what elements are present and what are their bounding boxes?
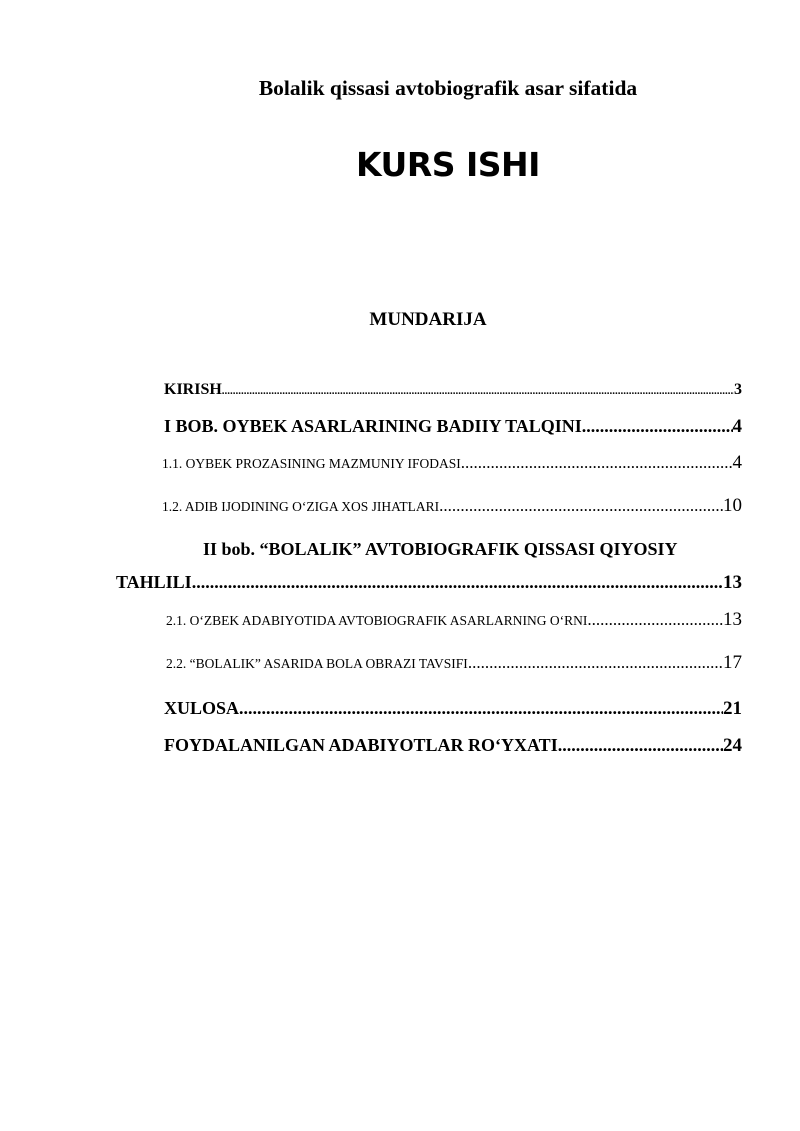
toc-entry-chapter-2-line1: II bob. “BOLALIK” AVTOBIOGRAFIK QISSASI QIYOSIY xyxy=(203,539,678,559)
toc-entry-label: 1.2. ADIB IJODINING O‘ZIGA XOS JIHATLARI xyxy=(162,499,440,514)
toc-entry-label: XULOSA xyxy=(164,698,240,718)
toc-entry-label: 2.2. “BOLALIK” ASARIDA BOLA OBRAZI TAVSIFI xyxy=(166,656,468,671)
document-subtitle: Bolalik qissasi avtobiografik asar sifatida xyxy=(258,76,638,100)
toc-entry-section-2-1 xyxy=(166,609,742,631)
toc-entry-section-1-2 xyxy=(162,495,742,517)
toc-entry-label: 1.1. OYBEK PROZASINING MAZMUNIY IFODASI xyxy=(162,456,461,471)
toc-entry-page: 10 xyxy=(723,495,742,516)
toc-entry-page: 24 xyxy=(723,735,742,756)
toc-entry-label: 2.1. O‘ZBEK ADABIYOTIDA AVTOBIOGRAFIK ASARLARNING O‘RNI xyxy=(166,613,588,628)
document-title: KURS ISHI xyxy=(356,145,540,184)
toc-entry-chapter-2 xyxy=(116,572,742,594)
toc-entry-label: FOYDALANILGAN ADABIYOTLAR RO‘YXATI xyxy=(164,735,558,755)
toc-entry-bibliography xyxy=(164,735,742,757)
toc-entry-page: 4 xyxy=(732,416,742,437)
toc-entry-chapter-1 xyxy=(164,416,742,438)
toc-leader-dots xyxy=(439,496,723,516)
toc-leader-dots xyxy=(468,653,723,673)
toc-entry-page: 3 xyxy=(734,381,742,398)
toc-entry-page: 13 xyxy=(723,572,742,593)
toc-entry-section-2-2 xyxy=(166,652,742,674)
toc-entry-label: TAHLILI xyxy=(116,572,192,592)
toc-leader-dots xyxy=(582,416,733,437)
toc-entry-kirish xyxy=(164,381,742,399)
toc-leader-dots xyxy=(461,453,733,473)
toc-entry-xulosa xyxy=(164,698,742,720)
toc-leader-dots xyxy=(239,698,723,719)
toc-entry-section-1-1 xyxy=(162,452,742,474)
toc-entry-page: 21 xyxy=(723,698,742,719)
toc-heading: MUNDARIJA xyxy=(369,309,487,330)
toc-leader-dots xyxy=(192,572,723,593)
toc-leader-dots xyxy=(558,735,723,756)
toc-entry-page: 4 xyxy=(732,452,742,473)
toc-entry-label: KIRISH xyxy=(164,381,222,398)
toc-entry-page: 13 xyxy=(723,609,742,630)
toc-leader-dots xyxy=(587,610,723,630)
toc-entry-label: I BOB. OYBEK ASARLARINING BADIIY TALQINI xyxy=(164,416,582,436)
toc-entry-page: 17 xyxy=(723,652,742,673)
toc-leader-dots xyxy=(222,385,734,397)
